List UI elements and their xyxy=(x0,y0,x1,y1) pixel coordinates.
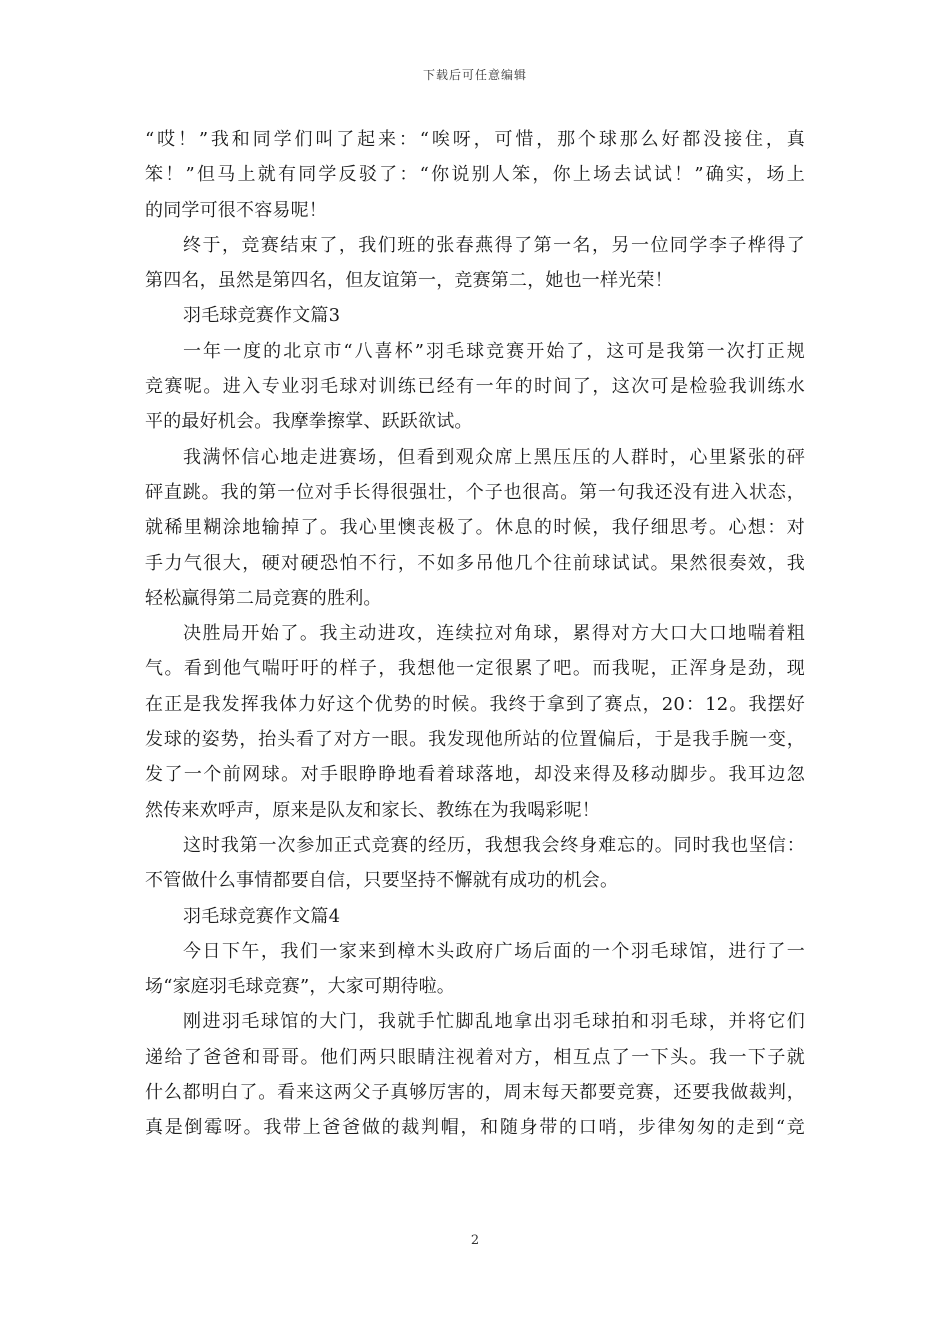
text-line: 然传来欢呼声，原来是队友和家长、教练在为我喝彩呢！ xyxy=(145,799,600,821)
text-line: 递给了爸爸和哥哥。他们两只眼睛注视着对方，相互点了一下头。我一下子就 xyxy=(145,1046,805,1068)
paragraph xyxy=(145,122,805,228)
page-number: 2 xyxy=(470,1233,480,1248)
text-line: 真是倒霉呀。我带上爸爸做的裁判帽，和随身带的口哨，步律匆匆的走到“竞 xyxy=(145,1117,805,1139)
text-line: 不管做什么事情都要自信，只要坚持不懈就有成功的机会。 xyxy=(145,870,619,892)
text-line: 竞赛呢。进入专业羽毛球对训练已经有一年的时间了，这次可是检验我训练水 xyxy=(145,376,805,398)
text-line: 气。看到他气喘吁吁的样子，我想他一定很累了吧。而我呢，正浑身是劲，现 xyxy=(145,658,805,680)
page-header-note: 下载后可任意编辑 xyxy=(422,68,527,82)
text-line: 今日下午，我们一家来到樟木头政府广场后面的一个羽毛球馆，进行了一 xyxy=(183,940,805,962)
paragraph xyxy=(145,228,805,299)
section-heading xyxy=(145,899,805,934)
text-line: 发了一个前网球。对手眼睁睁地看着球落地，却没来得及移动脚步。我耳边忽 xyxy=(145,764,805,786)
text-line: 场“家庭羽毛球竞赛”，大家可期待啦。 xyxy=(145,976,456,998)
text-line: 我满怀信心地走进赛场，但看到观众席上黑压压的人群时，心里紧张的砰 xyxy=(183,446,805,468)
text-line: 轻松赢得第二局竞赛的胜利。 xyxy=(145,587,382,609)
section-heading xyxy=(145,298,805,333)
text-line: 一年一度的北京市“八喜杯”羽毛球竞赛开始了，这可是我第一次打正规 xyxy=(183,340,805,362)
text-line: 的同学可很不容易呢！ xyxy=(145,199,327,221)
section-heading-text: 羽毛球竞赛作文篇3 xyxy=(183,305,341,327)
text-line: 什么都明白了。看来这两父子真够厉害的，周末每天都要竞赛，还要我做裁判， xyxy=(145,1082,805,1104)
document-body xyxy=(145,122,805,1146)
paragraph xyxy=(145,440,805,616)
text-line: “哎！”我和同学们叫了起来：“唉呀，可惜，那个球那么好都没接住，真 xyxy=(145,129,805,150)
paragraph xyxy=(145,1004,805,1145)
text-line: 刚进羽毛球馆的大门，我就手忙脚乱地拿出羽毛球拍和羽毛球，并将它们 xyxy=(183,1011,805,1033)
text-line: 在正是我发挥我体力好这个优势的时候。我终于拿到了赛点，20：12。我摆好 xyxy=(145,693,805,715)
text-line: 决胜局开始了。我主动进攻，连续拉对角球，累得对方大口大口地喘着粗 xyxy=(183,623,805,645)
text-line: 砰直跳。我的第一位对手长得很强壮，个子也很高。第一句我还没有进入状态， xyxy=(145,481,805,503)
paragraph xyxy=(145,828,805,899)
paragraph xyxy=(145,616,805,828)
text-line: 笨！”但马上就有同学反驳了：“你说别人笨，你上场去试试！”确实，场上 xyxy=(145,164,805,186)
text-line: 就稀里糊涂地输掉了。我心里懊丧极了。休息的时候，我仔细思考。心想：对 xyxy=(145,517,805,539)
paragraph xyxy=(145,934,805,1005)
text-line: 手力气很大，硬对硬恐怕不行，不如多吊他几个往前球试试。果然很奏效，我 xyxy=(145,552,805,574)
text-line: 终于，竞赛结束了，我们班的张春燕得了第一名，另一位同学李子桦得了 xyxy=(183,234,805,256)
text-line: 这时我第一次参加正式竞赛的经历，我想我会终身难忘的。同时我也坚信： xyxy=(183,834,805,856)
paragraph xyxy=(145,334,805,440)
text-line: 发球的姿势，抬头看了对方一眼。我发现他所站的位置偏后，于是我手腕一变， xyxy=(145,729,805,751)
text-line: 平的最好机会。我摩拳擦掌、跃跃欲试。 xyxy=(145,411,473,433)
text-line: 第四名，虽然是第四名，但友谊第一，竞赛第二，她也一样光荣！ xyxy=(145,270,673,292)
section-heading-text: 羽毛球竞赛作文篇4 xyxy=(183,905,341,927)
